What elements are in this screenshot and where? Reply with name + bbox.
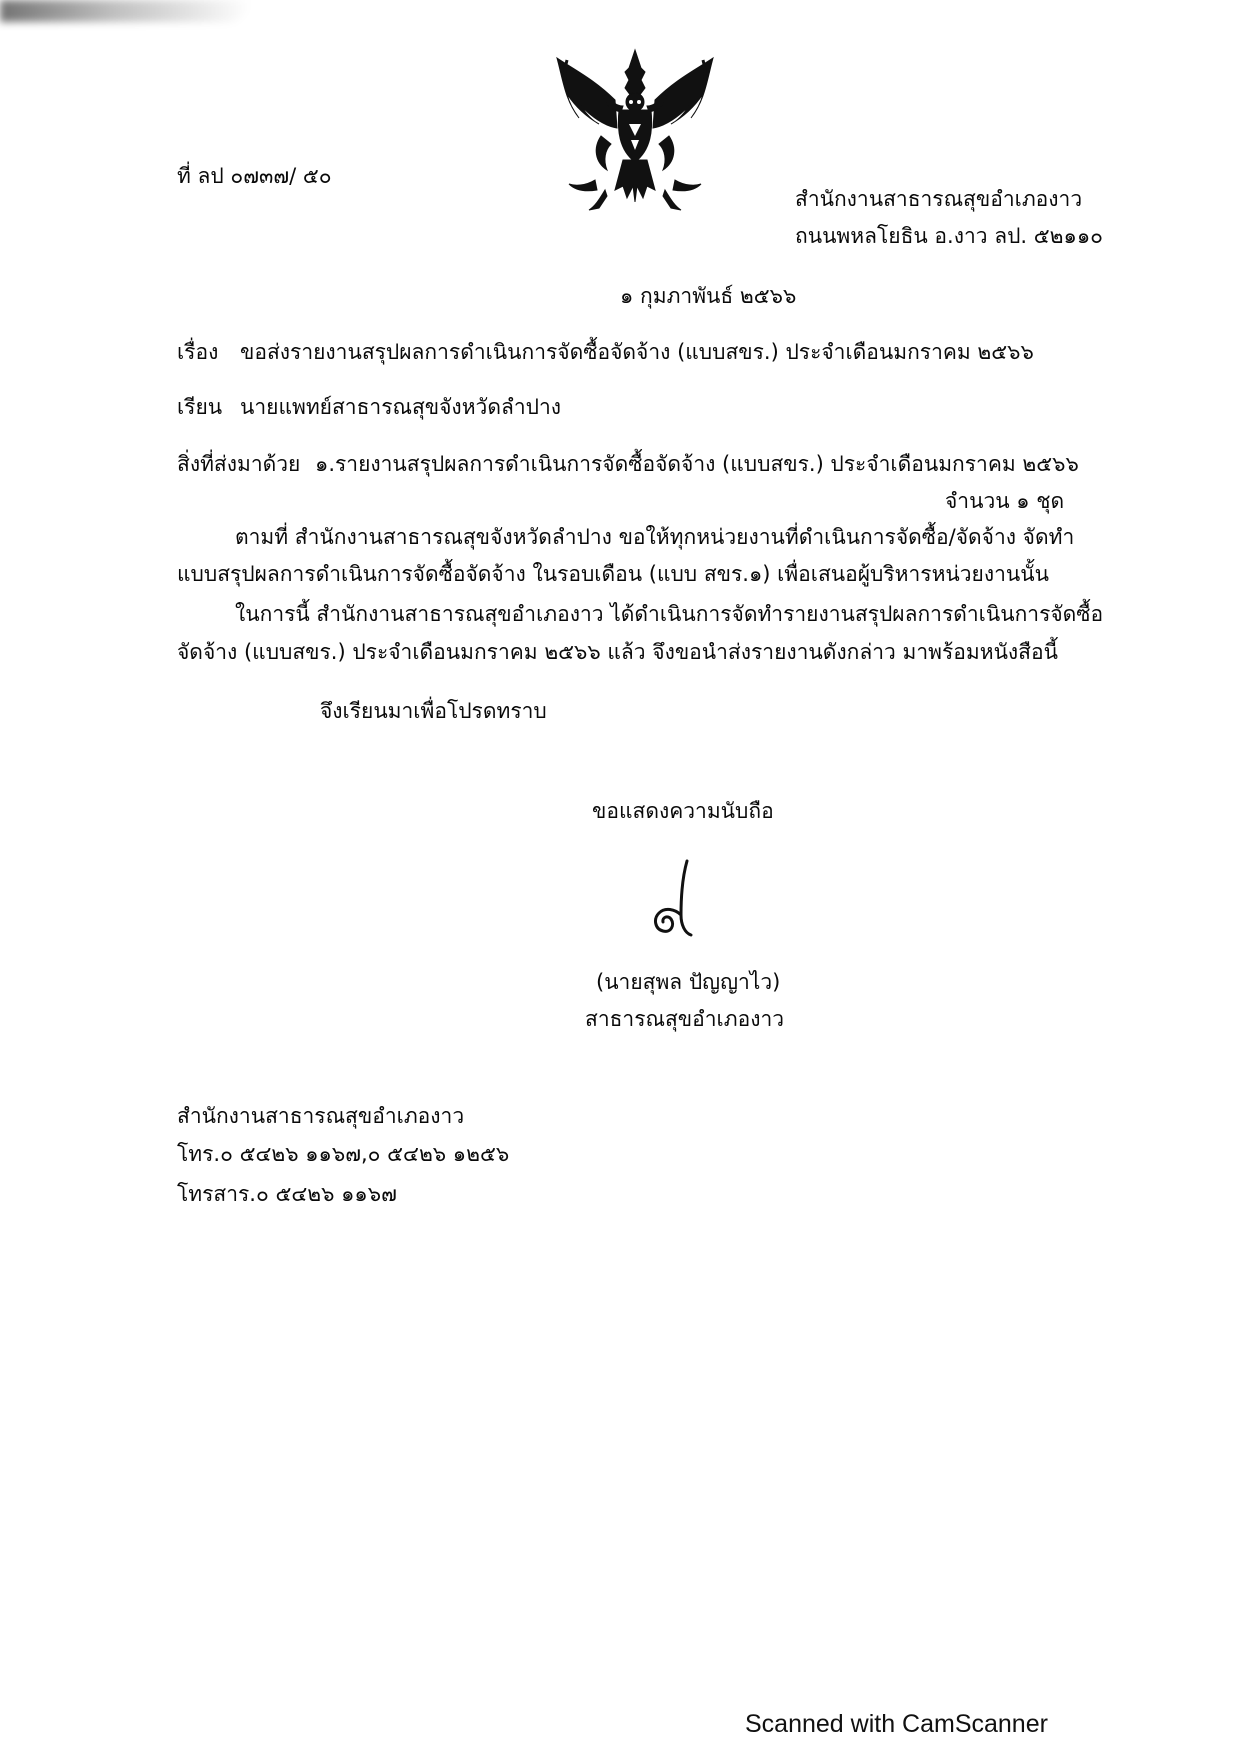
footer-office: สำนักงานสาธารณสุขอำเภองาว (177, 1104, 465, 1128)
paragraph-2-line-2: จัดจ้าง (แบบสขร.) ประจำเดือนมกราคม ๒๕๖๖ แล้ว จึงขอนำส่งรายงานดังกล่าว มาพร้อมหนังสือนี้ (177, 640, 1058, 664)
footer-phone: โทร.๐ ๕๔๒๖ ๑๑๖๗,๐ ๕๔๒๖ ๑๒๕๖ (177, 1142, 510, 1166)
salutation: ขอแสดงความนับถือ (592, 799, 774, 823)
document-date: ๑ กุมภาพันธ์ ๒๕๖๖ (620, 284, 797, 308)
signer-position: สาธารณสุขอำเภองาว (585, 1007, 785, 1031)
signer-name: (นายสุพล ปัญญาไว) (596, 970, 781, 994)
office-name: สำนักงานสาธารณสุขอำเภองาว (795, 187, 1083, 211)
paragraph-2-line-1: ในการนี้ สำนักงานสาธารณสุขอำเภองาว ได้ดำเนินการจัดทำรายงานสรุปผลการดำเนินการจัดซื้อ (235, 602, 1104, 626)
camscanner-watermark: Scanned with CamScanner (745, 1710, 1048, 1738)
recipient-label: เรียน (177, 395, 223, 419)
scan-smudge (0, 0, 250, 22)
subject-label: เรื่อง (177, 340, 219, 364)
footer-fax: โทรสาร.๐ ๕๔๒๖ ๑๑๖๗ (177, 1182, 397, 1206)
recipient-text: นายแพทย์สาธารณสุขจังหวัดลำปาง (240, 395, 561, 419)
paragraph-1-line-1: ตามที่ สำนักงานสาธารณสุขจังหวัดลำปาง ขอให้ทุกหน่วยงานที่ดำเนินการจัดซื้อ/จัดจ้าง จัดทำ (235, 525, 1075, 549)
enclosure-label: สิ่งที่ส่งมาด้วย (177, 452, 301, 476)
closing-line: จึงเรียนมาเพื่อโปรดทราบ (320, 699, 547, 723)
garuda-emblem-icon (545, 40, 725, 220)
paragraph-1-line-2: แบบสรุปผลการดำเนินการจัดซื้อจัดจ้าง ในรอบเดือน (แบบ สขร.๑) เพื่อเสนอผู้บริหารหน่วยงานนั้น (177, 562, 1049, 586)
subject-text: ขอส่งรายงานสรุปผลการดำเนินการจัดซื้อจัดจ้าง (แบบสขร.) ประจำเดือนมกราคม ๒๕๖๖ (240, 340, 1034, 364)
office-address: ถนนพหลโยธิน อ.งาว ลป. ๕๒๑๑๐ (795, 224, 1103, 248)
document-number: ที่ ลป ๐๗๓๗/ ๕๐ (177, 164, 332, 188)
enclosure-quantity: จำนวน ๑ ชุด (945, 489, 1065, 513)
enclosure-text: ๑.รายงานสรุปผลการดำเนินการจัดซื้อจัดจ้าง (แบบสขร.) ประจำเดือนมกราคม ๒๕๖๖ (315, 452, 1079, 476)
handwritten-signature-icon (635, 855, 705, 945)
